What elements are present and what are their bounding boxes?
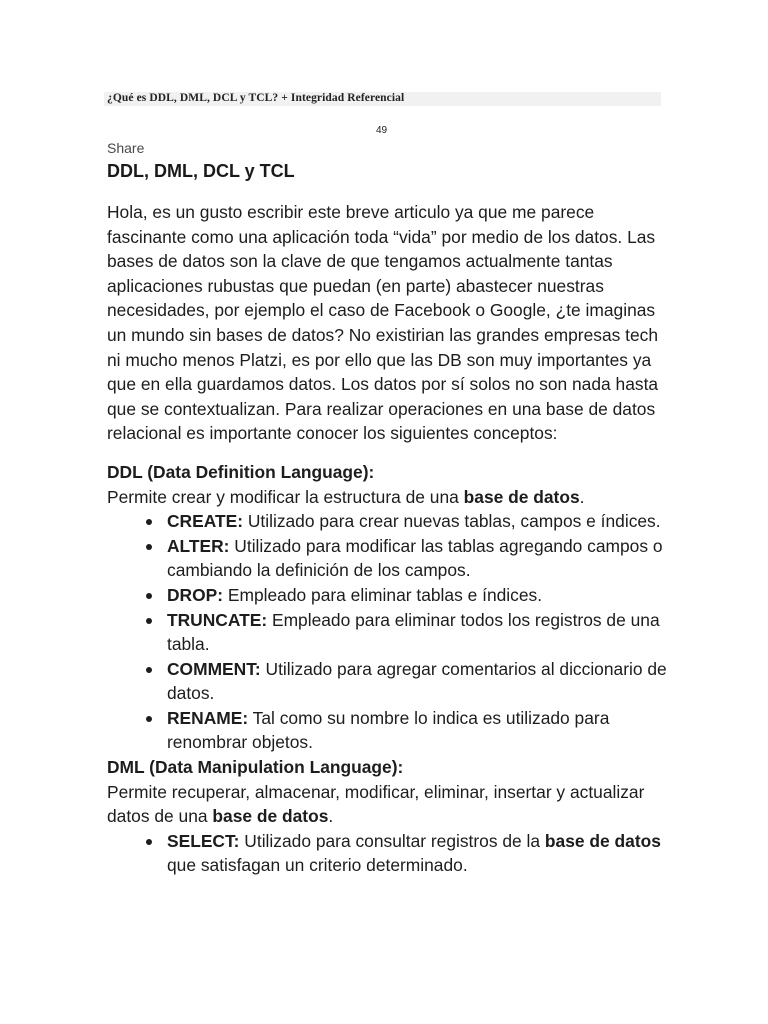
list-item xyxy=(167,829,667,878)
list-item xyxy=(167,583,667,608)
list-item xyxy=(167,534,667,583)
document-title: ¿Qué es DDL, DML, DCL y TCL? + Integridad Referencial xyxy=(107,92,405,104)
command-description: Tal como su nombre lo indica es utilizado para renombrar objetos. xyxy=(167,707,610,753)
command-term: DROP: xyxy=(167,584,224,605)
ddl-command-list xyxy=(107,509,667,755)
ddl-desc-end: . xyxy=(579,486,585,507)
command-description: Utilizado para crear nuevas tablas, campos e índices. xyxy=(243,511,661,532)
command-description: Utilizado para modificar las tablas agregando campos o cambiando la definición de los campos. xyxy=(167,535,663,581)
view-count: 49 xyxy=(376,125,388,136)
command-term: RENAME: xyxy=(167,707,249,728)
command-description: Utilizado para consultar registros de la xyxy=(239,830,545,851)
command-term: COMMENT: xyxy=(167,658,261,679)
list-item xyxy=(167,657,667,706)
command-term: SELECT: xyxy=(167,830,240,851)
command-description-bold: base de datos xyxy=(544,830,661,851)
command-description: Empleado para eliminar todos los registros de una tabla. xyxy=(167,609,660,655)
ddl-heading: DDL (Data Definition Language): xyxy=(107,461,375,482)
dml-heading: DML (Data Manipulation Language): xyxy=(107,757,404,778)
dml-description xyxy=(107,780,667,829)
command-term: ALTER: xyxy=(167,535,230,556)
command-term: TRUNCATE: xyxy=(167,609,268,630)
ddl-desc-text: Permite crear y modificar la estructura de una xyxy=(107,486,464,507)
command-term: CREATE: xyxy=(167,511,243,532)
dml-command-list xyxy=(107,829,667,878)
dml-desc-text: Permite recuperar, almacenar, modificar, eliminar, insertar y actualizar datos de una xyxy=(107,781,645,827)
ddl-description xyxy=(107,485,667,510)
list-item xyxy=(167,608,667,657)
ddl-desc-bold: base de datos xyxy=(463,486,580,507)
command-description: Empleado para eliminar tablas e índices. xyxy=(223,584,543,605)
dml-desc-bold: base de datos xyxy=(212,806,329,827)
list-item xyxy=(167,509,667,534)
command-description-end: que satisfagan un criterio determinado. xyxy=(167,855,468,876)
share-link[interactable]: Share xyxy=(107,140,145,156)
intro-paragraph: Hola, es un gusto escribir este breve articulo ya que me parece fascinante como una aplicación toda “vida” por medio de los datos. Las bases de datos son la clave de que tengamos actualmente tantas aplicaciones rubustas que puedan (en parte) abastecer nuestras necesidades, por ejemplo el caso de Facebook o Google, ¿te imaginas un mundo sin bases de datos? No existirian las grandes empresas tech ni mucho menos Platzi, es por ello que las DB son muy importantes ya que en ella guardamos datos. Los datos por sí solos no son nada hasta que se contextualizan. Para realizar operaciones en una base de datos relacional es importante conocer los siguientes conceptos: xyxy=(107,202,659,444)
list-item xyxy=(167,706,667,755)
article-body xyxy=(107,158,667,878)
dml-desc-end: . xyxy=(328,806,334,827)
command-description: Utilizado para agregar comentarios al diccionario de datos. xyxy=(167,658,667,704)
article-heading: DDL, DML, DCL y TCL xyxy=(107,161,295,181)
